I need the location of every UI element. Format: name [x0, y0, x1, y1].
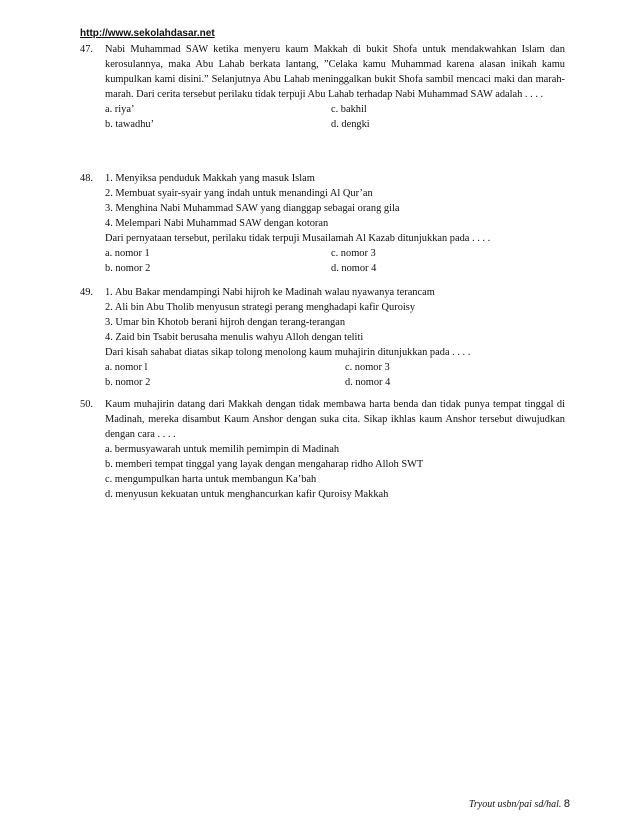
options-row — [105, 117, 565, 132]
question-stem: Nabi Muhammad SAW ketika menyeru kaum Makkah di bukit Shofa untuk mendakwahkan Islam dan kerosulannya, maka Abu Lahab berkata lantang, ”Celaka kamu Muhammad karena alasan inikah kamu kumpulkan kami disini.” Selanjutnya Abu Lahab meninggalkan bukit Shofa sambil mencaci maki dan marah-marah. Dari cerita tersebut perilaku tidak terpuji Abu Lahab terhadap Nabi Muhammad SAW adalah . . . . — [105, 44, 565, 100]
page-number: 8 — [563, 798, 570, 810]
statement-item: 3. Menghina Nabi Muhammad SAW yang dianggap sebagai orang gila — [105, 203, 400, 214]
option-a: a. riya’ — [105, 104, 135, 115]
question-stem: Dari pernyataan tersebut, perilaku tidak terpuji Musailamah Al Kazab ditunjukkan pada . . . . — [105, 233, 491, 244]
question-number: 49. — [80, 287, 93, 298]
option-d: d. nomor 4 — [331, 263, 377, 274]
question-number: 50. — [80, 399, 93, 410]
question-stem: Kaum muhajirin datang dari Makkah dengan tidak membawa harta benda dan tidak punya tempat tinggal di Madinah, mereka disambut Kaum Anshor dengan suka cita. Sikap ikhlas kaum Anshor tersebut diwujudkan dengan cara . . . . — [105, 399, 565, 440]
option-c: c. mengumpulkan harta untuk membangun Ka’bah — [105, 474, 317, 485]
option-c: c. nomor 3 — [345, 362, 390, 373]
option-d: d. nomor 4 — [345, 377, 391, 388]
statement-item: 4. Melempari Nabi Muhammad SAW dengan kotoran — [105, 218, 329, 229]
question-number: 48. — [80, 173, 93, 184]
options-row — [105, 246, 565, 261]
option-c: c. nomor 3 — [331, 248, 376, 259]
statement-item: 2. Membuat syair-syair yang indah untuk menandingi Al Qur’an — [105, 188, 373, 199]
options-row — [105, 360, 565, 375]
page-footer — [469, 797, 570, 812]
statement-item: 2. Ali bin Abu Tholib menyusun strategi perang menghadapi kafir Quroisy — [105, 302, 416, 313]
option-b: b. tawadhu’ — [105, 119, 155, 130]
option-d: d. dengki — [331, 119, 370, 130]
option-a: a. nomor l — [105, 362, 148, 373]
question-49 — [80, 285, 565, 390]
option-c: c. bakhil — [331, 104, 367, 115]
option-a: a. nomor 1 — [105, 248, 150, 259]
statement-item: 1. Menyiksa penduduk Makkah yang masuk Islam — [105, 173, 315, 184]
question-48 — [80, 171, 565, 276]
question-50 — [80, 397, 565, 502]
question-47 — [80, 42, 565, 132]
option-d: d. menyusun kekuatan untuk menghancurkan kafir Quroisy Makkah — [105, 489, 389, 500]
option-b: b. nomor 2 — [105, 377, 151, 388]
statement-item: 4. Zaid bin Tsabit berusaha menulis wahyu Alloh dengan teliti — [105, 332, 364, 343]
options-row — [105, 375, 565, 390]
option-a: a. bermusyawarah untuk memilih pemimpin di Madinah — [105, 444, 340, 455]
option-b: b. nomor 2 — [105, 263, 151, 274]
question-stem: Dari kisah sahabat diatas sikap tolong menolong kaum muhajirin ditunjukkan pada . . . . — [105, 347, 471, 358]
statement-item: 3. Umar bin Khotob berani hijroh dengan terang-terangan — [105, 317, 346, 328]
header-url[interactable]: http://www.sekolahdasar.net — [80, 28, 215, 39]
option-b: b. memberi tempat tinggal yang layak dengan mengaharap ridho Alloh SWT — [105, 459, 424, 470]
options-row — [105, 102, 565, 117]
options-row — [105, 261, 565, 276]
question-number: 47. — [80, 44, 93, 55]
footer-label: Tryout usbn/pai sd/hal. — [468, 799, 564, 810]
statement-item: 1. Abu Bakar mendampingi Nabi hijroh ke Madinah walau nyawanya terancam — [105, 287, 435, 298]
